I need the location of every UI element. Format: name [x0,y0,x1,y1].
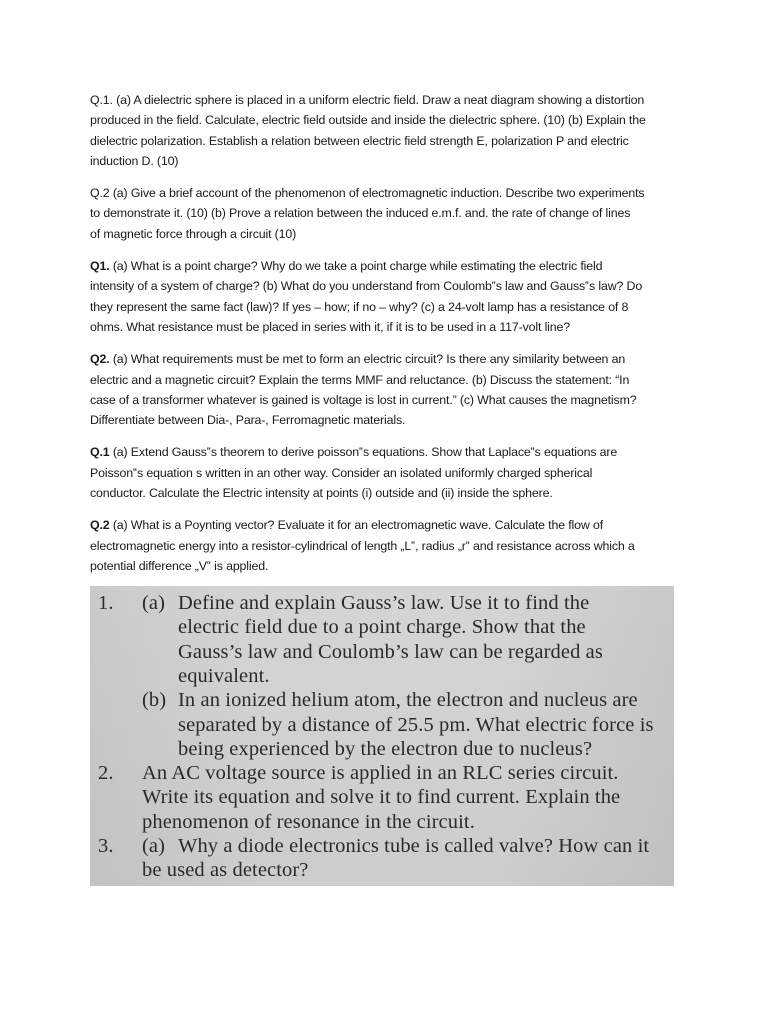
question-line: to demonstrate it. (10) (b) Prove a relation between the induced e.m.f. and. the rate of change of lines [90,206,631,221]
question-line: intensity of a system of charge? (b) What do you understand from Coulomb‟s law and Gauss‟s law? Do [90,279,643,294]
question-number: Q1. [90,259,110,274]
question-paragraph [90,442,685,503]
question-line: they represent the same fact (law)? If yes – how; if no – why? (c) a 24-volt lamp has a resistance of 8 [90,299,629,314]
question-line: (a) Give a brief account of the phenomenon of electromagnetic induction. Describe two experiments [109,186,645,201]
question-line: Poisson‟s equation s written in an other way. Consider an isolated uniformly charged spherical [90,465,593,480]
question-line: (a) What is a point charge? Why do we take a point charge while estimating the electric field [109,259,603,274]
question-line: (a) What is a Poynting vector? Evaluate it for an electromagnetic wave. Calculate the flow of [109,518,604,533]
question-line: (a) A dielectric sphere is placed in a uniform electric field. Draw a neat diagram showing a distortion [112,93,645,107]
question-line: of magnetic force through a circuit (10) [90,226,297,241]
scan-text: be used as detector? [142,859,309,882]
question-number: Q2. [90,352,110,367]
question-line: electric and a magnetic circuit? Explain the terms MMF and reluctance. (b) Discuss the statement: “In [90,372,630,387]
scan-text: being experienced by the electron due to nucleus? [178,737,593,760]
scan-text: separated by a distance of 25.5 pm. What electric force is [178,713,654,736]
question-number: Q.1 [90,445,110,460]
question-line: induction D. (10) [90,153,179,168]
question-line: dielectric polarization. Establish a relation between electric field strength E, polarization P and electric [90,133,629,148]
question-line: potential difference „V‟ is applied. [90,558,269,573]
scan-subpart-label: (a) [142,592,166,614]
scan-question-number: 2. [98,762,114,785]
scan-subpart-label: (b) [142,689,167,712]
scan-text: electric field due to a point charge. Show that the [178,616,586,639]
questions-text [90,90,685,588]
question-paragraph [90,183,685,244]
question-line: conductor. Calculate the Electric intensity at points (i) outside and (ii) inside the sphere. [90,486,553,501]
question-line: ohms. What resistance must be placed in series with it, if it is to be used in a 117-volt line? [90,319,571,334]
scan-text: An AC voltage source is applied in an RLC series circuit. [142,762,619,785]
scan-text: Gauss’s law and Coulomb’s law can be regarded as [178,640,603,663]
question-line: case of a transformer whatever is gained is voltage is lost in current.” (c) What causes the magnetism? [90,392,637,407]
question-number: Q.2 [90,518,110,533]
scan-text: Why a diode electronics tube is called valve? How can it [178,835,650,857]
question-line: Differentiate between Dia-, Para-, Ferromagnetic materials. [90,413,406,428]
question-line: (a) Extend Gauss‟s theorem to derive poisson‟s equations. Show that Laplace‟s equations are [109,445,618,460]
scan-question-number: 1. [98,592,114,614]
question-number: Q.1. [90,93,113,107]
question-paragraph [90,349,685,430]
question-line: (a) What requirements must be met to form an electric circuit? Is there any similarity between an [109,352,626,367]
scan-subpart-label: (a) [142,835,166,857]
scan-question-number: 3. [98,835,114,857]
question-line: produced in the field. Calculate, electric field outside and inside the dielectric sphere. (10) (b) Explain the [90,113,646,128]
scan-text: phenomenon of resonance in the circuit. [142,810,475,833]
question-line: electromagnetic energy into a resistor-cylindrical of length „L‟, radius „r‟ and resistance across which a [90,538,635,553]
scanned-question-image [90,586,674,886]
scan-text: In an ionized helium atom, the electron and nucleus are [178,689,638,712]
scan-text: Define and explain Gauss’s law. Use it to find the [178,592,590,614]
scan-text: Write its equation and solve it to find current. Explain the [142,786,621,809]
scan-text: equivalent. [178,664,270,687]
question-paragraph [90,256,685,337]
question-paragraph [90,515,685,576]
question-number: Q.2 [90,186,110,201]
question-paragraph [90,90,685,171]
